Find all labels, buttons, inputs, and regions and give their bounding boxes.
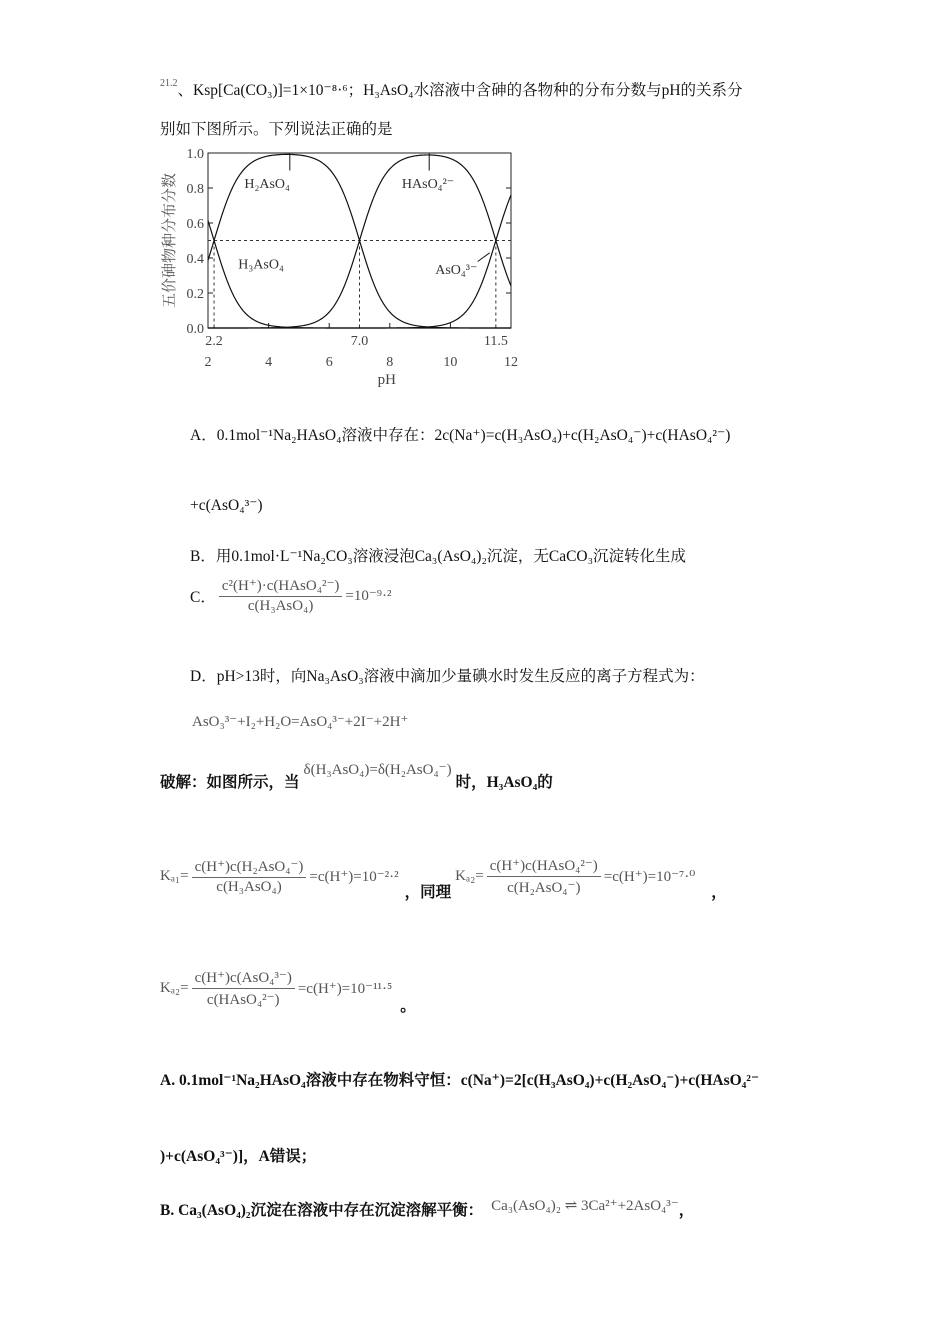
ka3-denominator: c(HAsO₄²⁻) [206,992,280,1008]
ka3-label: Kₐ₂= [160,980,189,996]
solution-b [160,1198,694,1220]
y-tick-label: 0.6 [186,217,204,232]
solution-a-line-1: A. 0.1mol⁻¹Na₂HAsO₄溶液中存在物料守恒：c(Na⁺)=2[c(H₃AsO₄)+c(H₂AsO₄⁻)+c(HAsO₄²⁻ [160,1072,760,1089]
y-tick-label: 0.2 [186,287,204,302]
ka2-numerator: c(H⁺)c(HAsO₄²⁻) [487,856,601,877]
solution-intro-prefix: 破解：如图所示，当 [160,774,300,791]
solution-b-equilibrium: Ca₃(AsO₄)₂ ⇌ 3Ca²⁺+2AsO₄³⁻ [491,1197,679,1214]
option-c-fraction [219,576,343,615]
ka3-numerator: c(H⁺)c(AsO₄³⁻) [192,968,295,989]
distribution-chart [150,140,540,390]
period: 。 [400,997,416,1015]
x-tick-label: 12 [504,355,518,370]
option-c-label: C． [190,588,216,606]
aso4-leader [478,253,490,262]
marked-ph-label: 2.2 [205,334,223,349]
ka1-denominator: c(H₃AsO₄) [216,879,282,895]
ka1-numerator: c(H⁺)c(H₂AsO₄⁻) [192,857,307,878]
option-a-line-2: +c(AsO₄³⁻) [190,497,263,514]
ka1-rhs: =c(H⁺)=10⁻²·² [309,869,399,885]
ka2-label: Kₐ₂= [455,868,484,884]
option-c-numerator: c²(H⁺)·c(HAsO₄²⁻) [219,576,343,597]
solution-b-prefix: B. Ca₃(AsO₄)₂沉淀在溶液中存在沉淀溶解平衡： [160,1202,484,1219]
solution-delta-formula: δ(H₃AsO₄)=δ(H₂AsO₄⁻) [303,761,452,778]
series-label: H₃AsO₄ [238,257,284,273]
series-label: AsO₄³⁻ [435,262,478,278]
x-tick-label: 8 [386,355,394,370]
y-tick-label: 0.4 [186,252,204,267]
intro-text-1: 、Ksp[Ca(CO₃)]=1×10⁻⁸·⁶；H₃AsO₄水溶液中含砷的各物种的分布分数与pH的关系分 [177,82,743,99]
y-tick-label: 1.0 [186,147,204,162]
y-axis-label: 五价砷物种分布分数 [162,172,178,309]
solution-intro-suffix: 时，H₃AsO₄的 [455,774,553,791]
ka3-rhs: =c(H⁺)=10⁻¹¹·⁵ [297,981,393,997]
option-c [190,576,391,615]
marked-ph-label: 11.5 [483,334,508,349]
option-b: B．用0.1mol·L⁻¹Na₂CO₃溶液浸泡Ca₃(AsO₄)₂沉淀，无CaCO₃沉淀转化生成 [190,548,687,565]
ka2-fraction [487,856,601,897]
marked-ph-label: 7.0 [350,334,369,349]
y-tick-label: 0.8 [186,182,204,197]
intro-line-2: 别如下图所示。下列说法正确的是 [160,121,393,138]
ka1-label: Kₐ₁= [160,868,189,884]
x-tick-label: 10 [443,355,458,370]
x-tick-label: 2 [204,355,212,370]
solution-intro [160,761,553,792]
ka2-denominator: c(H₂AsO₄⁻) [507,880,581,896]
option-a-line-1: A．0.1mol⁻¹Na₂HAsO₄溶液中存在：2c(Na⁺)=c(H₃AsO₄)+c(H₂AsO₄⁻)+c(HAsO₄²⁻) [190,427,731,444]
option-d-line-1: D．pH>13时，向Na₃AsO₃溶液中滴加少量碘水时发生反应的离子方程式为： [190,668,705,685]
same-reasoning-text: ，同理 [404,883,452,901]
ka3-fraction [192,968,295,1009]
option-c-rhs: =10⁻⁹·² [345,588,392,604]
intro-line-1 [160,78,743,100]
x-axis-label: pH [377,372,396,388]
ka1-fraction [192,857,307,896]
option-d-equation: AsO₃³⁻+I₂+H₂O=AsO₄³⁻+2I⁻+2H⁺ [192,714,409,730]
ka-row-2 [160,968,416,1015]
series-label: HAsO₄²⁻ [401,177,455,192]
ka2-rhs: =c(H⁺)=10⁻⁷·⁰ [603,869,696,885]
ka-row-1 [160,856,727,901]
series-label: H₂AsO₄ [244,177,290,192]
option-c-denominator: c(H₃AsO₄) [247,598,314,614]
x-tick-label: 6 [325,355,333,370]
solution-a-line-2: )+c(AsO₄³⁻)]，A错误； [160,1148,317,1165]
intro-superscript: 21.2 [160,78,178,89]
comma: ， [711,883,727,901]
solution-b-suffix: ， [678,1202,695,1219]
x-tick-label: 4 [265,355,273,370]
y-tick-label: 0.0 [186,322,204,337]
